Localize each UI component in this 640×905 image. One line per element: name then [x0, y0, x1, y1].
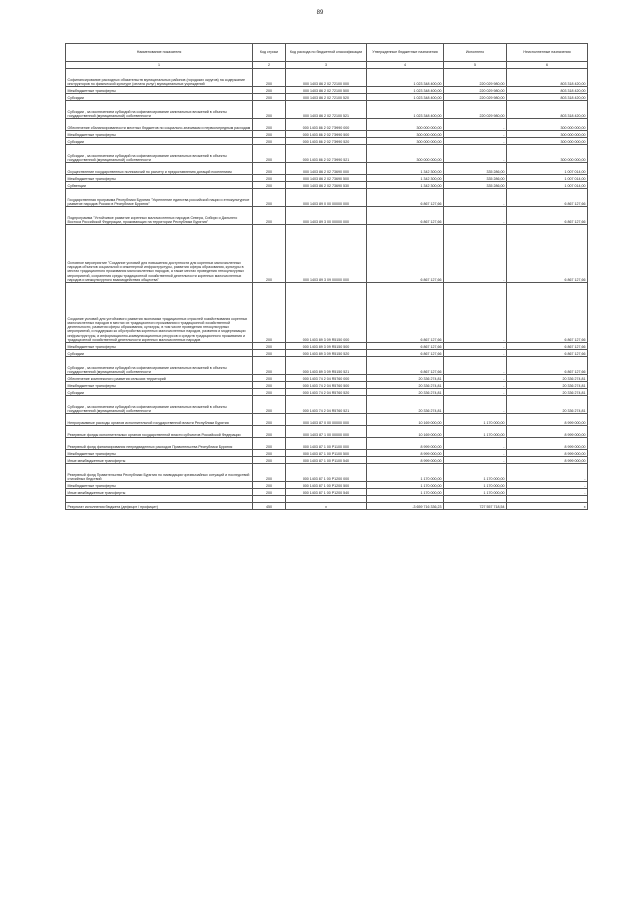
- row-executed: 1 170 000,00: [444, 464, 507, 482]
- row-approved: 1 170 000,00: [367, 489, 444, 496]
- row-line-code: 200: [253, 225, 286, 283]
- row-line-code: 200: [253, 357, 286, 375]
- row-approved: 6 867 127,66: [367, 350, 444, 357]
- row-executed: -: [444, 450, 507, 457]
- table-row: [66, 175, 588, 182]
- row-executed: -: [444, 145, 507, 163]
- row-classification-code: 000 1403 86 2 02 7Э990 521: [286, 145, 367, 163]
- row-executed: 335 286,00: [444, 175, 507, 182]
- row-executed: -: [444, 207, 507, 225]
- row-executed: -: [444, 225, 507, 283]
- row-line-code: 200: [253, 101, 286, 119]
- table-row: [66, 450, 588, 457]
- row-name: Субвенции: [66, 182, 253, 189]
- row-executed: 1 170 000,00: [444, 414, 507, 426]
- row-unexecuted: 20 336 274,81: [507, 389, 588, 396]
- row-classification-code: 000 1403 87 1 00 Р1100 540: [286, 457, 367, 464]
- row-line-code: 200: [253, 350, 286, 357]
- row-executed: -: [444, 389, 507, 396]
- row-line-code: 200: [253, 182, 286, 189]
- row-classification-code: 000 1403 89 3 09 00000 000: [286, 225, 367, 283]
- row-unexecuted: 6 867 127,66: [507, 189, 588, 207]
- row-unexecuted: 300 000 000,00: [507, 131, 588, 138]
- row-line-code: 450: [253, 503, 286, 510]
- table-row: [66, 182, 588, 189]
- column-number: 5: [444, 62, 507, 69]
- table-row: [66, 94, 588, 101]
- row-unexecuted: -: [507, 489, 588, 496]
- row-unexecuted: 8 999 000,00: [507, 414, 588, 426]
- row-name: Субсидии , за исключением субсидий на софинансирование капитальных вложений в объекты государственной (муниципальной) собственности: [66, 357, 253, 375]
- row-classification-code: 000 1403 89 0 00 00000 000: [286, 189, 367, 207]
- table-row: [66, 464, 588, 482]
- row-classification-code: 000 1403 86 2 02 7Э990 000: [286, 119, 367, 131]
- row-name: Обеспечение сбалансированности местных бюджетов по социально-значимым и первоочередным расходам: [66, 119, 253, 131]
- row-classification-code: 000 1403 89 3 09 R5150 521: [286, 357, 367, 375]
- column-number: 3: [286, 62, 367, 69]
- row-approved: 20 336 274,81: [367, 382, 444, 389]
- row-classification-code: 000 1403 87 0 00 00000 000: [286, 414, 367, 426]
- row-executed: [444, 496, 507, 503]
- row-classification-code: 000 1403 87 1 00 Р1100 000: [286, 438, 367, 450]
- table-row: [66, 138, 588, 145]
- row-approved: -3 659 716 336,23: [367, 503, 444, 510]
- row-name: Резервный фонд финансирования непредвиденных расходов Правительства Республики Бурятия: [66, 438, 253, 450]
- row-unexecuted: 803 318 420,00: [507, 101, 588, 119]
- row-line-code: 200: [253, 382, 286, 389]
- row-name: Создание условий для устойчивого развития экономики традиционных отраслей хозяйствования коренных малочисленных народов в местах их традиционного проживания и традиционной хозяйственной деятельности, развития сферы образования, культуры, в том числе проведения этнокультурных мероприятий, и поддержки ко обустройства коренных малочисленных народов, развития и модернизации инфраструктуры, и информационно-коммуникационных ресурсов и средств традиционного проживания и традиционной хозяйственной деятельности коренных малочисленных народов: [66, 283, 253, 343]
- row-approved: 1 170 000,00: [367, 464, 444, 482]
- table-row: [66, 225, 588, 283]
- row-executed: -: [444, 189, 507, 207]
- row-approved: 1 023 348 400,00: [367, 69, 444, 87]
- row-unexecuted: 803 318 420,00: [507, 87, 588, 94]
- row-name: Софинансирование расходных обязательств муниципальных районов (городских округов) на содержание инструкторов по физической культуре (оплата услуг) муниципальных учреждений: [66, 69, 253, 87]
- row-approved: 6 867 127,66: [367, 357, 444, 375]
- row-executed: -: [444, 357, 507, 375]
- row-name: Межбюджетные трансферты: [66, 482, 253, 489]
- table-row: [66, 496, 588, 503]
- row-unexecuted: 8 999 000,00: [507, 457, 588, 464]
- row-name: Иные межбюджетные трансферты: [66, 457, 253, 464]
- header-indicator-name: Наименование показателя: [66, 44, 253, 62]
- row-name: Субсидии: [66, 350, 253, 357]
- row-classification-code: 000 1403 87 1 00 Р1200 000: [286, 464, 367, 482]
- row-name: Подпрограмма "Устойчивое развитие коренных малочисленных народов Севера, Сибири и Дальнего Востока Российской Федерации, проживающих на территории Республики Бурятия": [66, 207, 253, 225]
- row-name: Резервный фонд Правительства Республики Бурятия по ликвидации чрезвычайных ситуаций и последствий стихийных бедствий: [66, 464, 253, 482]
- row-name: Государственная программа Республики Бурятия "Укрепление единства российской нации и этнокультурное развитие народов России в Республике Бурятия": [66, 189, 253, 207]
- row-approved: 6 867 127,66: [367, 225, 444, 283]
- row-approved: 6 867 127,66: [367, 343, 444, 350]
- row-executed: -: [444, 438, 507, 450]
- table-row: [66, 131, 588, 138]
- table-row: [66, 438, 588, 450]
- row-name: Субсидии: [66, 94, 253, 101]
- table-row: [66, 426, 588, 438]
- row-classification-code: 000 1403 89 3 09 R5150 000: [286, 283, 367, 343]
- table-row: [66, 163, 588, 175]
- row-approved: 300 000 000,00: [367, 119, 444, 131]
- row-approved: 1 342 300,00: [367, 182, 444, 189]
- row-approved: 300 000 000,00: [367, 131, 444, 138]
- row-unexecuted: -: [507, 482, 588, 489]
- row-line-code: 200: [253, 207, 286, 225]
- row-line-code: 200: [253, 87, 286, 94]
- row-unexecuted: x: [507, 503, 588, 510]
- row-approved: 20 336 274,81: [367, 375, 444, 382]
- row-line-code: 200: [253, 94, 286, 101]
- row-executed: -: [444, 131, 507, 138]
- row-executed: -: [444, 396, 507, 414]
- row-line-code: 200: [253, 464, 286, 482]
- row-unexecuted: 1 007 014,00: [507, 163, 588, 175]
- table-row: [66, 207, 588, 225]
- row-classification-code: 000 1403 89 3 09 R5150 500: [286, 343, 367, 350]
- table-row: [66, 189, 588, 207]
- row-name: Межбюджетные трансферты: [66, 343, 253, 350]
- row-line-code: [253, 496, 286, 503]
- row-unexecuted: 20 336 274,81: [507, 382, 588, 389]
- column-number: 4: [367, 62, 444, 69]
- row-line-code: 200: [253, 396, 286, 414]
- row-executed: -: [444, 119, 507, 131]
- row-executed: -: [444, 382, 507, 389]
- column-number: 2: [253, 62, 286, 69]
- row-classification-code: 000 1403 89 3 09 R5150 520: [286, 350, 367, 357]
- row-unexecuted: 6 867 127,66: [507, 225, 588, 283]
- table-row: [66, 101, 588, 119]
- row-line-code: 200: [253, 438, 286, 450]
- row-classification-code: 000 1403 87 1 00 Р1100 500: [286, 450, 367, 457]
- row-unexecuted: -: [507, 464, 588, 482]
- table-header-row: [66, 44, 588, 62]
- row-executed: 1 170 000,00: [444, 426, 507, 438]
- row-executed: 335 286,00: [444, 163, 507, 175]
- column-number-row: [66, 62, 588, 69]
- header-classification-code: Код расхода по бюджетной классификации: [286, 44, 367, 62]
- row-classification-code: 000 1403 74 2 04 R5760 000: [286, 375, 367, 382]
- header-line-code: Код строки: [253, 44, 286, 62]
- table-body: [66, 69, 588, 510]
- row-name: Межбюджетные трансферты: [66, 87, 253, 94]
- row-executed: -: [444, 350, 507, 357]
- row-unexecuted: [507, 496, 588, 503]
- row-classification-code: 000 1403 86 2 02 7Э990 500: [286, 131, 367, 138]
- row-line-code: 200: [253, 138, 286, 145]
- row-executed: 727 557 718,54: [444, 503, 507, 510]
- row-executed: 220 029 980,00: [444, 87, 507, 94]
- row-approved: 6 867 127,66: [367, 283, 444, 343]
- row-executed: 1 170 000,00: [444, 489, 507, 496]
- row-line-code: 200: [253, 489, 286, 496]
- row-unexecuted: 20 336 274,81: [507, 396, 588, 414]
- row-name: Обеспечение комплексного развития сельских территорий: [66, 375, 253, 382]
- row-executed: 220 029 980,00: [444, 101, 507, 119]
- row-unexecuted: 6 867 127,66: [507, 283, 588, 343]
- row-approved: 6 867 127,66: [367, 207, 444, 225]
- row-name: Осуществление государственных полномочий по расчету и предоставлению дотаций поселениям: [66, 163, 253, 175]
- row-classification-code: 000 1403 86 2 02 72100 500: [286, 87, 367, 94]
- row-approved: 1 342 300,00: [367, 175, 444, 182]
- row-name: Субсидии , за исключением субсидий на софинансирование капитальных вложений в объекты государственной (муниципальной) собственности: [66, 145, 253, 163]
- row-unexecuted: 1 007 014,00: [507, 175, 588, 182]
- row-name: Основное мероприятие "Создание условий для повышения доступности для коренных малочисленных народов объектов социальной и инженерной инфраструктуры, развития сферы образования, культуры в местах традиционного проживания малочисленных народов, а также местах проведения этнокультурных мероприятий, сохранения среды традиционной хозяйственной деятельности коренных малочисленных народов и межкультурного взаимодействия общества": [66, 225, 253, 283]
- row-executed: 1 170 000,00: [444, 482, 507, 489]
- row-name: [66, 496, 253, 503]
- table-row: [66, 145, 588, 163]
- row-executed: 335 286,00: [444, 182, 507, 189]
- table-row: [66, 375, 588, 382]
- row-approved: 1 023 348 400,00: [367, 101, 444, 119]
- row-line-code: 200: [253, 482, 286, 489]
- row-classification-code: 000 1403 86 2 02 73690 500: [286, 175, 367, 182]
- row-unexecuted: 8 999 000,00: [507, 426, 588, 438]
- table-row: [66, 283, 588, 343]
- row-classification-code: 000 1403 87 1 00 00000 000: [286, 426, 367, 438]
- row-approved: 1 023 348 400,00: [367, 87, 444, 94]
- row-name: Резервные фонды исполнительных органов государственной власти субъектов Российской Федерации: [66, 426, 253, 438]
- row-name: Субсидии: [66, 389, 253, 396]
- row-approved: 1 023 348 400,00: [367, 94, 444, 101]
- row-classification-code: 000 1403 87 1 00 Р1200 500: [286, 482, 367, 489]
- row-line-code: 200: [253, 163, 286, 175]
- row-name: Иные межбюджетные трансферты: [66, 489, 253, 496]
- table-row: [66, 357, 588, 375]
- row-classification-code: 000 1403 86 2 02 7Э990 520: [286, 138, 367, 145]
- row-classification-code: 000 1403 86 2 02 72100 520: [286, 94, 367, 101]
- row-name: Субсидии , за исключением субсидий на софинансирование капитальных вложений в объекты государственной (муниципальной) собственности: [66, 396, 253, 414]
- row-classification-code: 000 1403 89 3 00 00000 000: [286, 207, 367, 225]
- header-approved: Утвержденные бюджетные назначения: [367, 44, 444, 62]
- row-executed: 220 029 980,00: [444, 69, 507, 87]
- row-executed: -: [444, 138, 507, 145]
- row-line-code: 200: [253, 69, 286, 87]
- row-name: Межбюджетные трансферты: [66, 175, 253, 182]
- page-number: 89: [316, 10, 324, 16]
- column-number: 6: [507, 62, 588, 69]
- budget-execution-table: [65, 43, 588, 510]
- table-row: [66, 343, 588, 350]
- row-unexecuted: 300 000 000,00: [507, 138, 588, 145]
- table-row: [66, 482, 588, 489]
- row-line-code: 200: [253, 414, 286, 426]
- row-line-code: 200: [253, 175, 286, 182]
- row-unexecuted: 8 999 000,00: [507, 450, 588, 457]
- row-executed: -: [444, 343, 507, 350]
- row-name: Межбюджетные трансферты: [66, 131, 253, 138]
- row-classification-code: 000 1403 86 2 02 72100 000: [286, 69, 367, 87]
- row-unexecuted: 8 999 000,00: [507, 438, 588, 450]
- row-approved: 20 336 274,81: [367, 396, 444, 414]
- row-approved: 8 999 000,00: [367, 457, 444, 464]
- row-line-code: 200: [253, 343, 286, 350]
- row-name: Субсидии: [66, 138, 253, 145]
- row-unexecuted: 300 000 000,00: [507, 145, 588, 163]
- row-line-code: 200: [253, 426, 286, 438]
- table-row: [66, 87, 588, 94]
- row-approved: 300 000 000,00: [367, 138, 444, 145]
- row-approved: 20 336 274,81: [367, 389, 444, 396]
- column-number: 1: [66, 62, 253, 69]
- table-row: [66, 396, 588, 414]
- row-classification-code: x: [286, 503, 367, 510]
- row-approved: 8 999 000,00: [367, 450, 444, 457]
- table-row: [66, 489, 588, 496]
- row-unexecuted: 803 318 420,00: [507, 69, 588, 87]
- row-name: Субсидии , за исключением субсидий на софинансирование капитальных вложений в объекты государственной (муниципальной) собственности: [66, 101, 253, 119]
- row-classification-code: 000 1403 74 2 04 R5760 520: [286, 389, 367, 396]
- row-name: Межбюджетные трансферты: [66, 382, 253, 389]
- row-classification-code: 000 1403 86 2 02 72100 521: [286, 101, 367, 119]
- row-line-code: 200: [253, 450, 286, 457]
- row-unexecuted: 6 867 127,66: [507, 350, 588, 357]
- row-unexecuted: 6 867 127,66: [507, 207, 588, 225]
- table-row: [66, 457, 588, 464]
- row-unexecuted: 300 000 000,00: [507, 119, 588, 131]
- row-unexecuted: 20 336 274,81: [507, 375, 588, 382]
- table-row: [66, 389, 588, 396]
- row-approved: 8 999 000,00: [367, 438, 444, 450]
- row-approved: 10 169 000,00: [367, 414, 444, 426]
- table-row: [66, 350, 588, 357]
- row-classification-code: 000 1403 87 1 00 Р1200 540: [286, 489, 367, 496]
- row-classification-code: 000 1403 86 2 02 73690 530: [286, 182, 367, 189]
- row-executed: -: [444, 283, 507, 343]
- row-approved: 1 342 300,00: [367, 163, 444, 175]
- row-classification-code: 000 1403 74 2 04 R5760 500: [286, 382, 367, 389]
- header-executed: Исполнено: [444, 44, 507, 62]
- row-name: Межбюджетные трансферты: [66, 450, 253, 457]
- row-unexecuted: 6 867 127,66: [507, 357, 588, 375]
- row-classification-code: 000 1403 74 2 04 R5760 521: [286, 396, 367, 414]
- row-approved: 300 000 000,00: [367, 145, 444, 163]
- row-line-code: 200: [253, 375, 286, 382]
- row-executed: 220 029 980,00: [444, 94, 507, 101]
- row-unexecuted: 803 318 420,00: [507, 94, 588, 101]
- row-line-code: 200: [253, 283, 286, 343]
- row-line-code: 200: [253, 189, 286, 207]
- row-line-code: 200: [253, 145, 286, 163]
- row-approved: 6 867 127,66: [367, 189, 444, 207]
- row-name: Непрограммные расходы органов исполнительной государственной власти Республики Бурятия: [66, 414, 253, 426]
- row-executed: -: [444, 457, 507, 464]
- header-unexecuted: Неисполненные назначения: [507, 44, 588, 62]
- row-unexecuted: 1 007 014,00: [507, 182, 588, 189]
- row-line-code: 200: [253, 457, 286, 464]
- row-approved: 10 169 000,00: [367, 426, 444, 438]
- row-classification-code: 000 1403 86 2 02 73690 000: [286, 163, 367, 175]
- row-line-code: 200: [253, 389, 286, 396]
- row-line-code: 200: [253, 119, 286, 131]
- table-row: [66, 382, 588, 389]
- row-unexecuted: 6 867 127,66: [507, 343, 588, 350]
- row-approved: [367, 496, 444, 503]
- table-row: [66, 503, 588, 510]
- row-approved: 1 170 000,00: [367, 482, 444, 489]
- table-row: [66, 414, 588, 426]
- row-line-code: 200: [253, 131, 286, 138]
- table-row: [66, 69, 588, 87]
- row-name: Результат исполнения бюджета (дефицит / профицит): [66, 503, 253, 510]
- table-row: [66, 119, 588, 131]
- row-classification-code: [286, 496, 367, 503]
- row-executed: -: [444, 375, 507, 382]
